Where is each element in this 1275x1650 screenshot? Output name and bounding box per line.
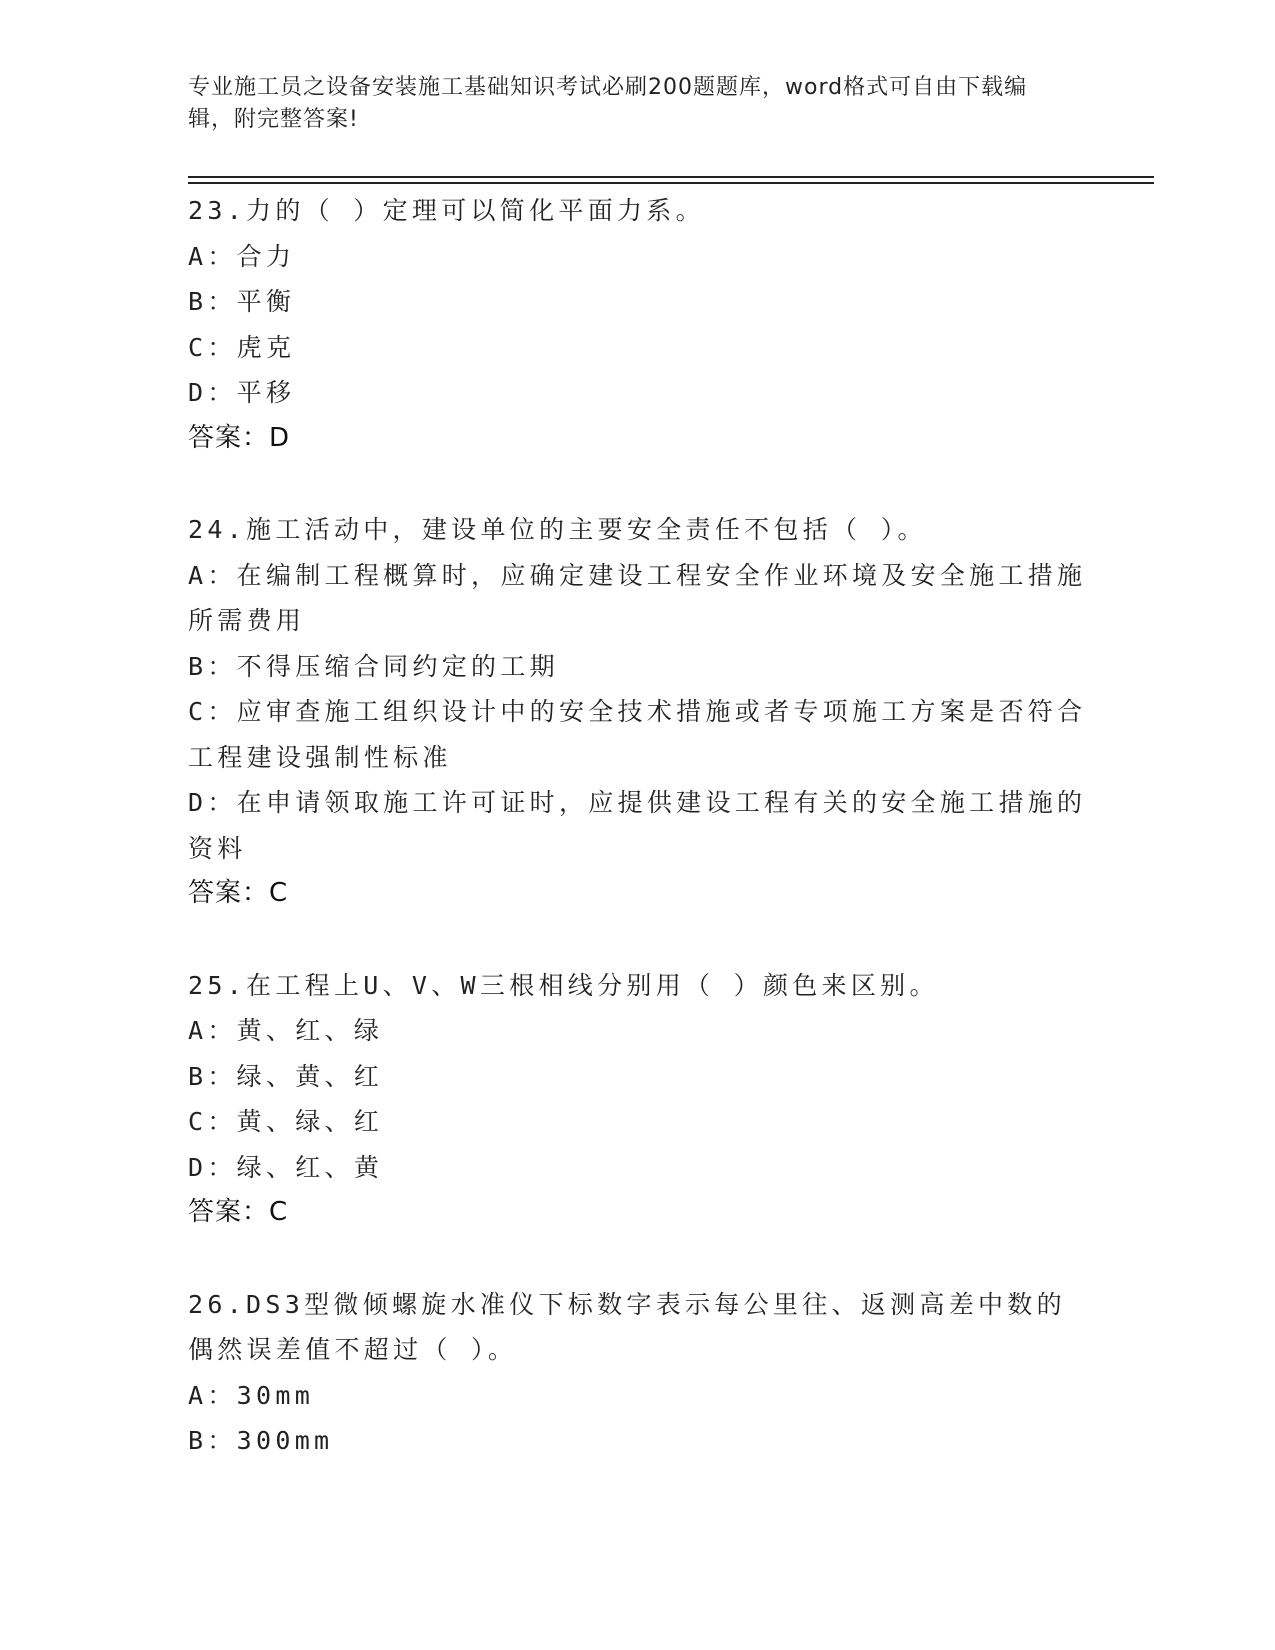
option-c: C：虎克 [188,332,296,362]
question-stem: 25.在工程上U、V、W三根相线分别用（ ）颜色来区别。 [188,970,939,1000]
option-b: B：绿、黄、红 [188,1061,384,1091]
option-c: C：应审查施工组织设计中的安全技术措施或者专项施工方案是否符合工程建设强制性标准 [188,697,1087,772]
option-a: A：黄、红、绿 [188,1016,384,1045]
question-stem: 26.DS3型微倾螺旋水准仪下标数字表示每公里往、返测高差中数的偶然误差值不超过（ ）。 [188,1289,1066,1364]
option-b: B：不得压缩合同约定的工期 [188,651,559,681]
question-26 [188,1282,1088,1464]
option-a: A：在编制工程概算时，应确定建设工程安全作业环境及安全施工措施所需费用 [188,560,1087,635]
option-d: D：平移 [188,378,296,407]
answer-text: 答案：C [188,1197,289,1227]
document-header: 专业施工员之设备安装施工基础知识考试必刷200题题库，word格式可自由下载编辑，附完整答案! [188,75,1028,132]
question-25 [188,963,1088,1236]
question-stem: 24.施工活动中，建设单位的主要安全责任不包括（ ）。 [188,515,927,544]
question-24 [188,507,1088,917]
answer-text: 答案：D [188,422,291,453]
option-b: B：平衡 [188,287,296,316]
header-rule-bottom [188,182,1154,184]
option-a: A：30mm [188,1380,315,1410]
option-b: B：300mm [188,1426,334,1455]
answer-text: 答案：C [188,878,289,908]
option-a: A：合力 [188,241,296,271]
question-list [188,188,1088,1510]
option-d: D：绿、红、黄 [188,1152,384,1182]
header-rule-top [188,176,1154,178]
question-23 [188,188,1088,461]
option-d: D：在申请领取施工许可证时，应提供建设工程有关的安全施工措施的资料 [188,788,1087,863]
question-stem: 23.力的（ ）定理可以简化平面力系。 [188,196,705,225]
option-c: C：黄、绿、红 [188,1107,384,1136]
